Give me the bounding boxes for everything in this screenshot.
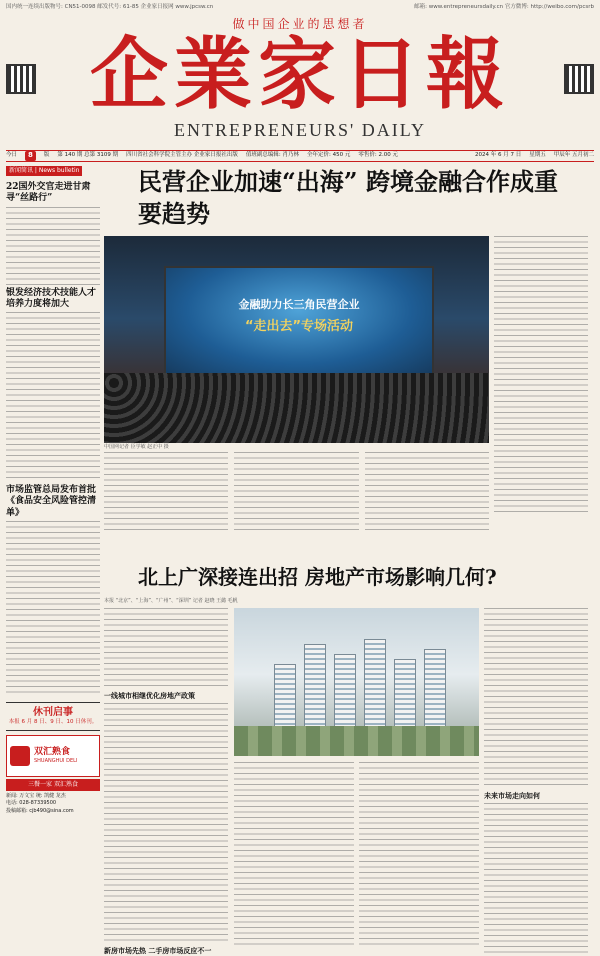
top-info-row	[6, 4, 594, 14]
masthead	[0, 14, 600, 148]
page-count-badge: 8	[25, 151, 36, 160]
audience-area	[104, 373, 489, 443]
publication-codes: 国内统一连续出版物号: CN51-0098 邮发代号: 61-85 企业家日报网 www.jpcsw.cn	[6, 4, 214, 10]
housing-model-photo	[234, 608, 479, 756]
newspaper-title: 企業家日報	[90, 29, 511, 120]
lead-article-col	[104, 452, 228, 530]
bulletin-headline-1[interactable]: 22国外交官走进甘肃寻“丝路行”	[6, 182, 91, 204]
subhead-outlook: 未来市场走向如何	[484, 791, 540, 800]
notice-title: 休刊启事	[33, 706, 73, 718]
lead-article-col	[365, 452, 489, 530]
lunar-date: 甲辰年 五月初二	[553, 152, 594, 159]
main-content	[104, 166, 594, 956]
shuanghui-logo-icon	[10, 746, 30, 766]
shuanghui-ad[interactable]	[6, 735, 100, 777]
second-article-col-1	[104, 608, 228, 956]
publication-contacts: 新闻: 万文宝 统: 凯健 龙杰 电话: 028-87339500 投稿邮箱: cjb490@sina.com	[6, 792, 74, 814]
bulletin-headline-3[interactable]: 市场监管总局发布首批《食品安全风险管控清单》	[6, 485, 97, 518]
masthead-slogan: 做中国企业的思想者	[232, 17, 368, 31]
version-label: 版	[43, 152, 50, 159]
stage-title: 金融助力长三角民营企业	[238, 298, 360, 311]
contact-info: 邮箱: www.entrepreneursdaily.cn 官方微博: http://weibo.com/pcsrb	[414, 4, 594, 10]
qr-code-icon	[564, 64, 594, 94]
lead-article-col	[234, 452, 358, 530]
second-article-col-4	[484, 608, 588, 948]
newspaper-english-title: ENTREPRENEURS' DAILY	[174, 120, 426, 140]
notice-text: 本报 6 月 8 日、9 日、10 日休刊。	[8, 719, 98, 726]
ad-brand-name: 双汇熟食	[34, 747, 71, 758]
bulletin-body-2	[6, 312, 100, 482]
suspension-notice	[6, 702, 100, 731]
bulletin-body-1	[6, 207, 100, 285]
weekday: 星期五	[529, 152, 546, 159]
sponsor-text: 四川省社会科学院主管主办 企业家日报社出版	[126, 152, 238, 159]
lead-article-body	[104, 452, 489, 530]
issue-date: 2024 年 6 月 7 日	[474, 152, 522, 159]
news-bulletin-column	[6, 166, 100, 948]
lead-article-right-column	[494, 236, 588, 516]
forum-photo	[104, 236, 489, 443]
stage-screen	[164, 266, 434, 376]
second-article-col-3	[359, 762, 479, 948]
ad-brand-english: SHUANGHUI DELI	[34, 758, 78, 765]
lead-headline[interactable]: 民营企业加速“出海” 跨境金融合作成重要趋势	[138, 167, 558, 229]
duty-editor: 值班副总编辑: 肖乃林	[245, 152, 300, 159]
second-article-byline: 本报 “北京”、“上海”、“广州”、“深圳” 记者 赵晓 王懿 毛帆	[104, 598, 238, 604]
issue-number: 第 140 期 总第 3109 期	[57, 152, 119, 159]
today-label: 今日	[6, 152, 18, 159]
bulletin-headline-2[interactable]: 银发经济技术技能人才培养力度将加大	[6, 287, 97, 309]
second-article-col-2	[234, 762, 354, 948]
issue-info-bar	[6, 150, 594, 162]
subhead-new-homes: 新房市场先热 二手房市场反应不一	[104, 946, 212, 956]
bulletin-body-3	[6, 521, 100, 696]
photo-caption: 中国网记者 臣学敏 赵正中 摄	[104, 444, 169, 450]
retail-price: 零售价: 2.00 元	[358, 152, 398, 159]
stage-subtitle: “走出去”专场活动	[244, 319, 354, 334]
annual-price: 全年定价: 450 元	[307, 152, 351, 159]
subhead-policy: 一线城市相继优化房地产政策	[104, 691, 195, 700]
qr-code-icon	[6, 64, 36, 94]
section-tag: 新闻简讯 | News bulletin	[6, 166, 82, 176]
second-headline[interactable]: 北上广深接连出招 房地产市场影响几何?	[138, 565, 497, 589]
ad-slogan-banner: 三餐一家 双汇熟食	[6, 779, 100, 791]
